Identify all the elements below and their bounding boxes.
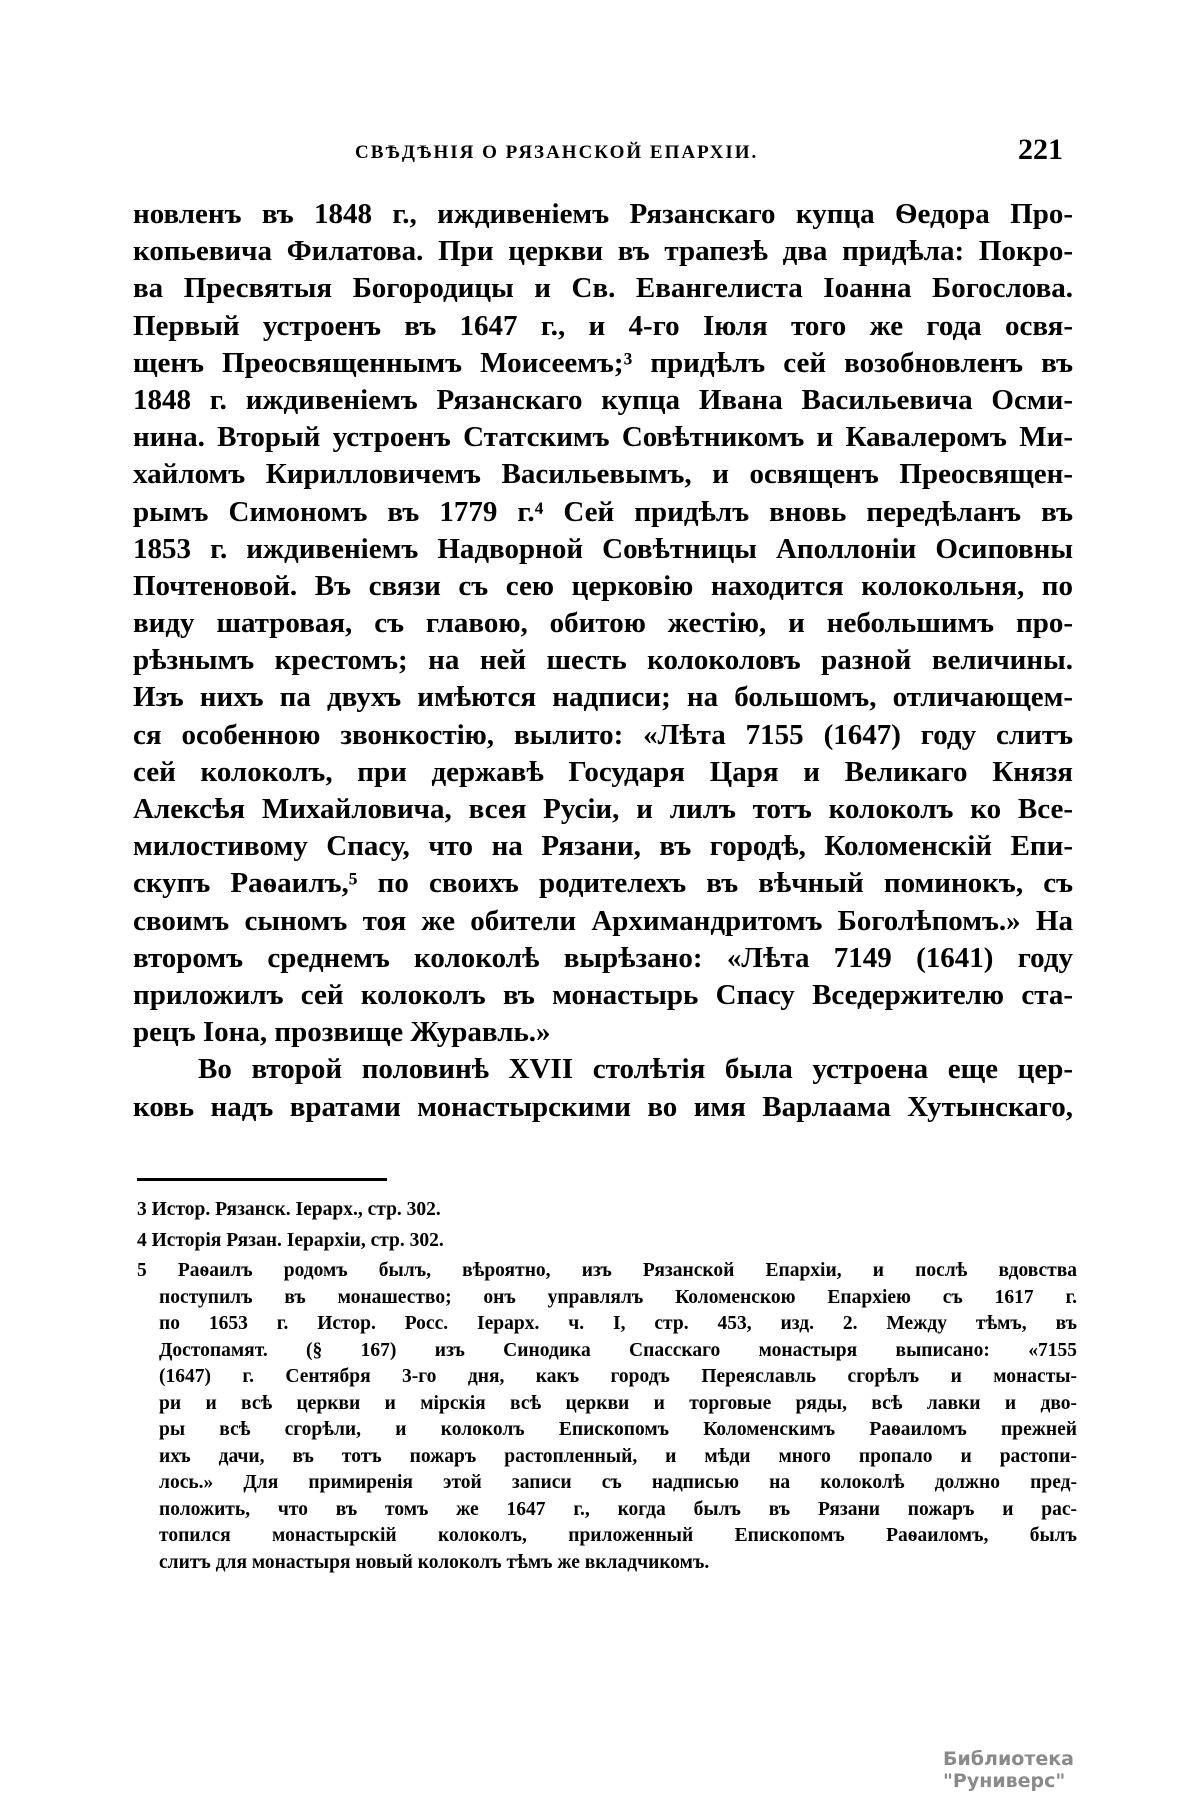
body-line: ва Пресвятыя Богородицы и Св. Евангелиста Іоанна Богослова. [133,272,1073,305]
body-line: щенъ Преосвященнымъ Моисеемъ;³ придѣлъ сей возобновленъ въ [133,346,1073,379]
body-line: Почтеновой. Въ связи съ сею церковію находится колокольня, по [133,569,1073,602]
footnote-4 [137,1228,1077,1255]
body-line: ся особенною звонкостію, вылито: «Лѣта 7155 (1647) году слитъ [133,718,1073,751]
footnote-line: ри и всѣ церкви и мірскія всѣ церкви и торговые ряды, всѣ лавки и дво- [159,1392,1077,1414]
body-line: рымъ Симономъ въ 1779 г.⁴ Сей придѣлъ вновь передѣланъ въ [133,495,1073,528]
footnote-line: топился монастырскій колоколъ, приложенный Епископомъ Раѳаиломъ, былъ [159,1525,1077,1546]
footnote-separator-rule [137,1178,387,1181]
footnote-line: (1647) г. Сентября 3-го дня, какъ городъ Переяславль сгорѣлъ и монасты- [159,1366,1077,1387]
footnote-line: лось.» Для примиренія этой записи съ надписью на колоколѣ должно пред- [159,1472,1077,1493]
footnote-line: слитъ для монастыря новый колоколъ тѣмъ же вкладчикомъ. [159,1551,710,1573]
footnote-line: Достопамят. (§ 167) изъ Синодика Спасскаго монастыря выписано: «7155 [159,1339,1077,1361]
footnote-line: 4 Исторія Рязан. Іерархіи, стр. 302. [137,1229,444,1251]
body-line: 1848 г. иждивеніемъ Рязанскаго купца Ивана Васильевича Осми- [133,383,1073,416]
body-line: ковь надъ вратами монастырскими во имя Варлаама Хутынскаго, [133,1090,1073,1123]
body-line: виду шатровая, съ главою, обитою жестію, и небольшимъ про- [133,607,1073,640]
body-line: рецъ Іона, прозвище Журавль.» [133,1016,551,1049]
body-line: 1853 г. иждивеніемъ Надворной Совѣтницы Аполлоніи Осиповны [133,532,1073,565]
footnote-line: 5 Раѳаилъ родомъ былъ, вѣроятно, изъ Рязанской Епархіи, и послѣ вдовства [137,1260,1077,1281]
body-line: сей колоколъ, при державѣ Государя Царя и Великаго Князя [133,755,1073,788]
footnote-line: по 1653 г. Истор. Росс. Іерарх. ч. I, стр. 453, изд. 2. Между тѣмъ, въ [159,1313,1077,1334]
footnote-line: ры всѣ сгорѣли, и колоколъ Епископомъ Коломенскимъ Раѳаиломъ прежней [159,1419,1077,1440]
footnotes [137,1197,1077,1576]
footnote-3 [137,1197,1077,1224]
body-line: нина. Вторый устроенъ Статскимъ Совѣтникомъ и Кавалеромъ Ми- [133,421,1073,454]
footnote-line: положить, что въ томъ же 1647 г., когда былъ въ Рязани пожаръ и рас- [159,1498,1077,1520]
body-text [133,196,1073,1126]
body-line: копьевича Филатова. При церкви въ трапезѣ два придѣла: Покро- [133,235,1073,268]
page-number: 221 [1018,133,1063,166]
body-line: своимъ сыномъ тоя же обители Архимандритомъ Боголѣпомъ.» На [133,904,1073,937]
body-line: приложилъ сей колоколъ въ монастырь Спасу Вседержителю ста- [133,978,1073,1011]
body-line: Первый устроенъ въ 1647 г., и 4-го Іюля того же года освя- [133,309,1073,342]
body-line: Алексѣя Михайловича, всея Русіи, и лилъ тотъ колоколъ ко Все- [133,793,1073,825]
library-watermark: Библиотека "Руниверс" [943,1748,1074,1792]
body-line: милостивому Спасу, что на Рязани, въ городѣ, Коломенскій Епи- [133,830,1073,863]
body-line: новленъ въ 1848 г., иждивеніемъ Рязанскаго купца Ѳедора Про- [133,198,1073,230]
body-line: Изъ нихъ па двухъ имѣются надписи; на большомъ, отличающем- [133,681,1073,714]
footnote-line: поступилъ въ монашество; онъ управлялъ Коломенскою Епархіею съ 1617 г. [159,1286,1077,1308]
body-line: скупъ Раѳаилъ,⁵ по своихъ родителехъ въ вѣчный поминокъ, съ [133,867,1073,900]
footnote-line: ихъ дачи, въ тотъ пожаръ растопленный, и мѣди много пропало и растопи- [159,1445,1077,1467]
body-line: второмъ среднемъ колоколѣ вырѣзано: «Лѣта 7149 (1641) году [133,941,1073,974]
footnote-5 [137,1258,1077,1576]
body-line: хайломъ Кирилловичемъ Васильевымъ, и освященъ Преосвящен- [133,458,1073,491]
body-line: рѣзнымъ крестомъ; на ней шесть колоколовъ разной величины. [133,644,1073,677]
footnote-line: 3 Истор. Рязанск. Іерарх., стр. 302. [137,1199,441,1220]
paragraph-start-line: Во второй половинѣ XVII столѣтія была устроена еще цер- [198,1053,1073,1086]
running-head: СВѢДѢНІЯ О РЯЗАНСКОЙ ЕПАРХІИ. [355,142,759,163]
